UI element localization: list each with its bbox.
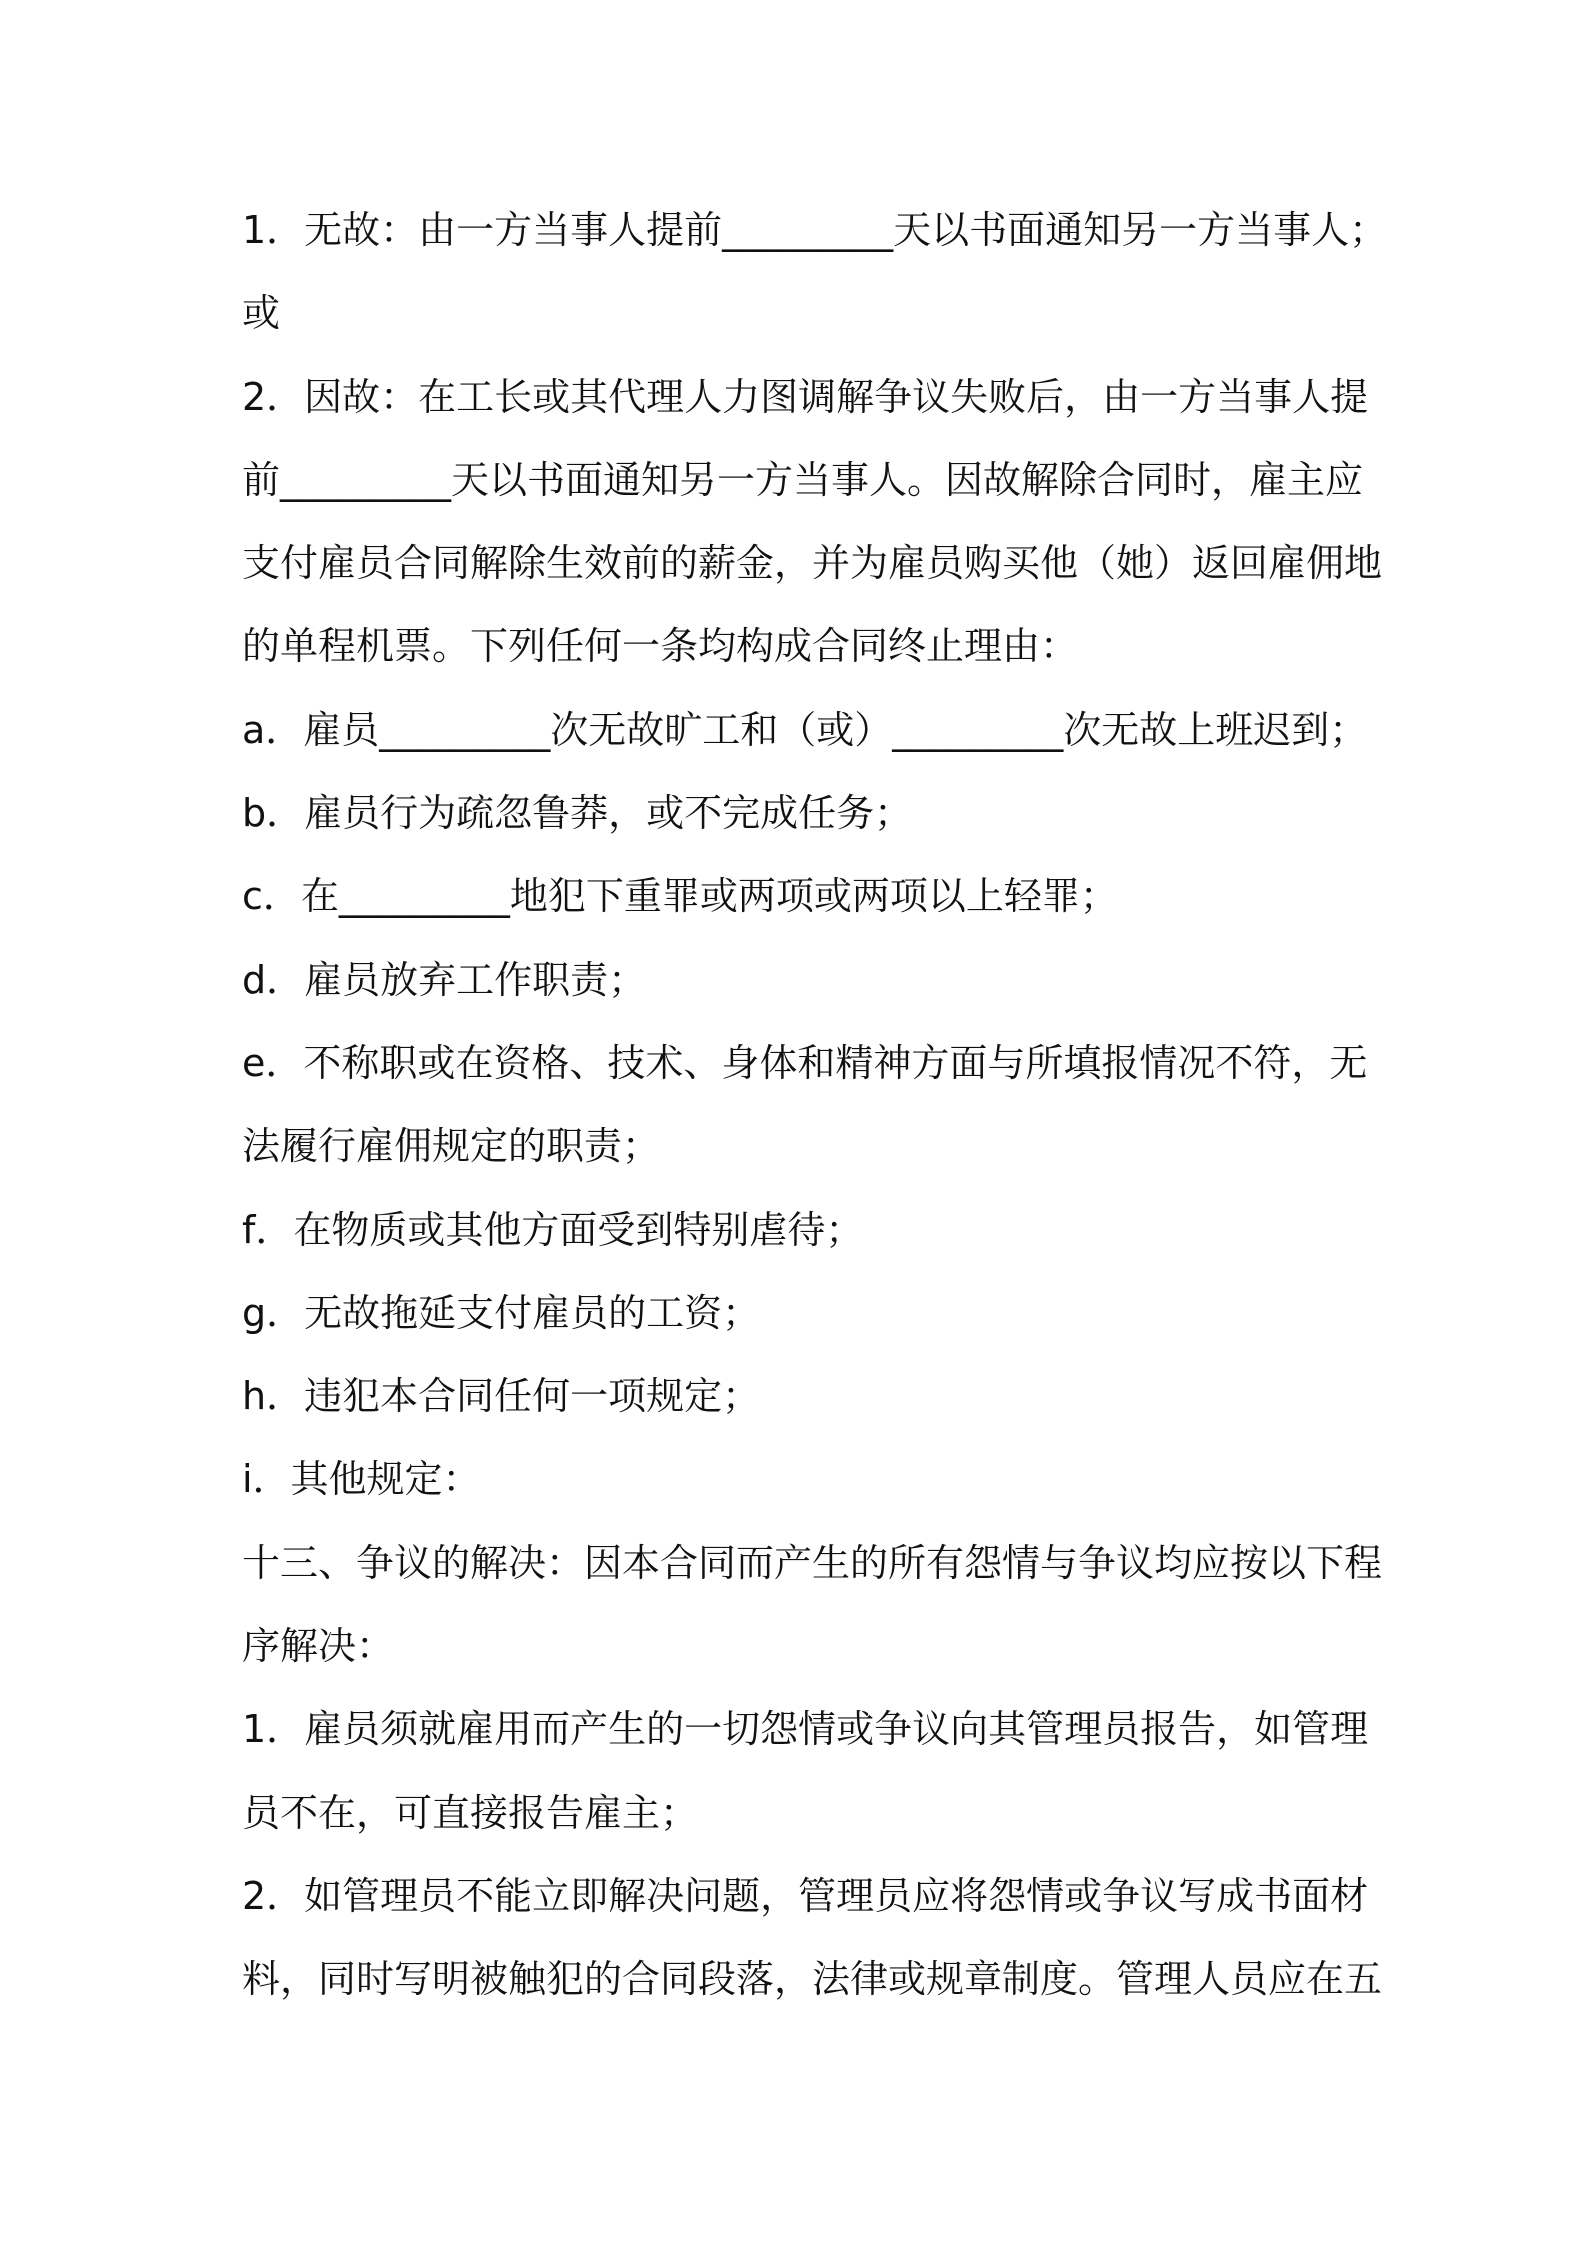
text-line: 或 xyxy=(242,291,281,336)
text-line: 1．雇员须就雇用而产生的一切怨情或争议向其管理员报告，如管理 xyxy=(242,1707,1369,1752)
text-line: 的单程机票。下列任何一条均构成合同终止理由： xyxy=(242,624,1079,669)
text-line: 前_________天以书面通知另一方当事人。因故解除合同时，雇主应 xyxy=(242,457,1364,502)
text-line: 料，同时写明被触犯的合同段落，法律或规章制度。管理人员应在五 xyxy=(242,1957,1383,2002)
text-line: 序解决： xyxy=(242,1624,395,1669)
text-line: 2．如管理员不能立即解决问题，管理员应将怨情或争议写成书面材 xyxy=(242,1873,1369,1918)
text-line: b．雇员行为疏忽鲁莽，或不完成任务； xyxy=(242,791,913,836)
document-body xyxy=(242,200,1388,2033)
text-line: 员不在，可直接报告雇主； xyxy=(242,1790,699,1835)
text-line: d．雇员放弃工作职责； xyxy=(242,957,647,1002)
text-line: g．无故拖延支付雇员的工资； xyxy=(242,1290,761,1335)
text-line: 支付雇员合同解除生效前的薪金，并为雇员购买他（她）返回雇佣地 xyxy=(242,541,1383,586)
text-line: i．其他规定： xyxy=(242,1457,481,1502)
text-line: a．雇员_________次无故旷工和（或）_________次无故上班迟到； xyxy=(242,707,1368,752)
text-line: h．违犯本合同任何一项规定； xyxy=(242,1374,761,1419)
text-line: 2．因故：在工长或其代理人力图调解争议失败后，由一方当事人提 xyxy=(242,374,1369,419)
text-line: e．不称职或在资格、技术、身体和精神方面与所填报情况不符，无 xyxy=(242,1040,1368,1085)
text-line: 十三、争议的解决：因本合同而产生的所有怨情与争议均应按以下程 xyxy=(242,1540,1383,1585)
text-line: c．在_________地犯下重罪或两项或两项以上轻罪； xyxy=(242,874,1118,919)
text-line: f．在物质或其他方面受到特别虐待； xyxy=(242,1207,864,1252)
text-line: 法履行雇佣规定的职责； xyxy=(242,1124,661,1169)
text-line: 1．无故：由一方当事人提前_________天以书面通知另一方当事人； xyxy=(242,208,1388,252)
